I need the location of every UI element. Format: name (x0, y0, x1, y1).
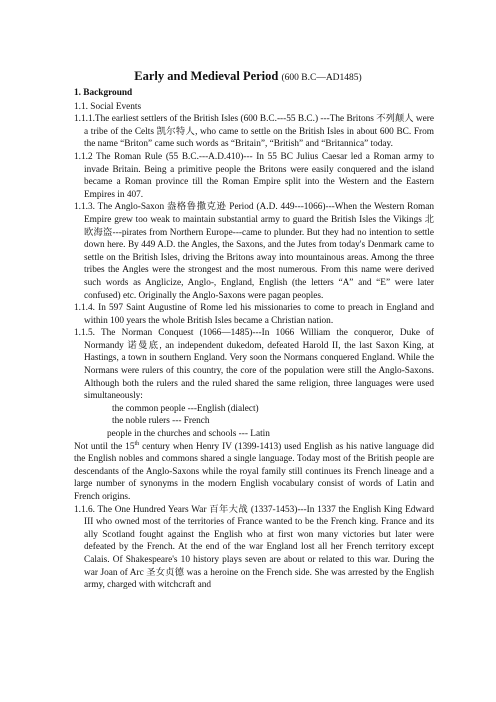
document-body (62, 87, 434, 592)
paragraph-not-until (74, 441, 434, 504)
paragraph-1-1-2: 1.1.2 The Roman Rule (55 B.C.---A.D.410)--- In 55 BC Julius Caesar led a Roman army to invade Britain. Being a primitive people the Britons were easily conquered and the island became a Roman province till the Roman Empire split into the Western and the Eastern Empires in 407. (74, 151, 434, 200)
paragraph-1-1-4: 1.1.4. In 597 Saint Augustine of Rome led his missionaries to come to preach in England and within 100 years the whole British Isles became a Christian nation. (74, 303, 434, 326)
section-heading-background: 1. Background (74, 88, 133, 98)
language-item-noble: the noble rulers --- French (112, 416, 210, 427)
title-subtitle: (600 B.C—AD1485) (281, 73, 362, 83)
not-until-text-a: Not until the 15 (74, 441, 135, 452)
not-until-text-b: century when Henry IV (1399-1413) used English as his native language did the English nobles and commons shared a single language. Today most of the British people are descendants of the Anglo-Saxons while the royal family still continues its French lineage and a large number of synonyms in the modern English vocabulary consist of words of Latin and French origins. (74, 441, 434, 502)
paragraph-1-1-6: 1.1.6. The One Hundred Years War 百年大战 (1337-1453)---In 1337 the English King Edward III who owned most of the territories of France wanted to be the French king. France and its ally Scotland fought against the English who at first won many victories but later were defeated by the French. At the end of the war England lost all her French territory except Calais. Of Shakespeare's 10 history plays seven are about or related to this war. During the war Joan of Arc 圣女贞德 was a heroine on the French side. She was arrested by the English army, charged with witchcraft and (74, 504, 434, 591)
subsection-heading-social-events: 1.1. Social Events (74, 101, 142, 112)
language-item-common: the common people ---English (dialect) (112, 403, 259, 414)
not-until-superscript: th (134, 440, 140, 447)
title-main: Early and Medieval Period (134, 69, 279, 83)
paragraph-1-1-3: 1.1.3. The Anglo-Saxon 盎格鲁撒克逊 Period (A.D. 449---1066)---When the Western Roman Empire grew too weak to maintain substantial army to guard the British Isles the Vikings 北欧海盗---pirates from Northern Europe---came to plunder. But they had no intention to settle down here. By 449 A.D. the Angles, the Saxons, and the Jutes from today's Denmark came to settle on the British Isles, driving the Britons away into mountainous areas. Among the three tribes the Angles were the strongest and the most numerous. From this name were derived such words as Anglicize, Anglo-, England, English (the letters “A” and “E” were later confused) etc. Originally the Anglo-Saxons were pagan peoples. (74, 202, 434, 301)
language-item-church: people in the churches and schools --- Latin (107, 429, 270, 440)
paragraph-1-1-1: 1.1.1.The earliest settlers of the British Isles (600 B.C.---55 B.C.) ---The Britons 不列颠人 were a tribe of the Celts 凯尔特人, who came to settle on the British Isles in about 600 BC. From the name “Briton” came such words as “Britain”, “British” and “Britannica” today. (74, 114, 434, 150)
page-title (0, 68, 496, 86)
paragraph-1-1-5: 1.1.5. The Norman Conquest (1066—1485)---In 1066 William the conqueror, Duke of Normandy 诺曼底, an independent dukedom, defeated Harold II, the last Saxon King, at Hastings, a town in southern England. Very soon the Normans conquered England. While the Normans were rulers of this country, the core of the population were still the Anglo-Saxons. Although both the rulers and the ruled shared the same religion, three languages were used simultaneously: (74, 328, 434, 402)
